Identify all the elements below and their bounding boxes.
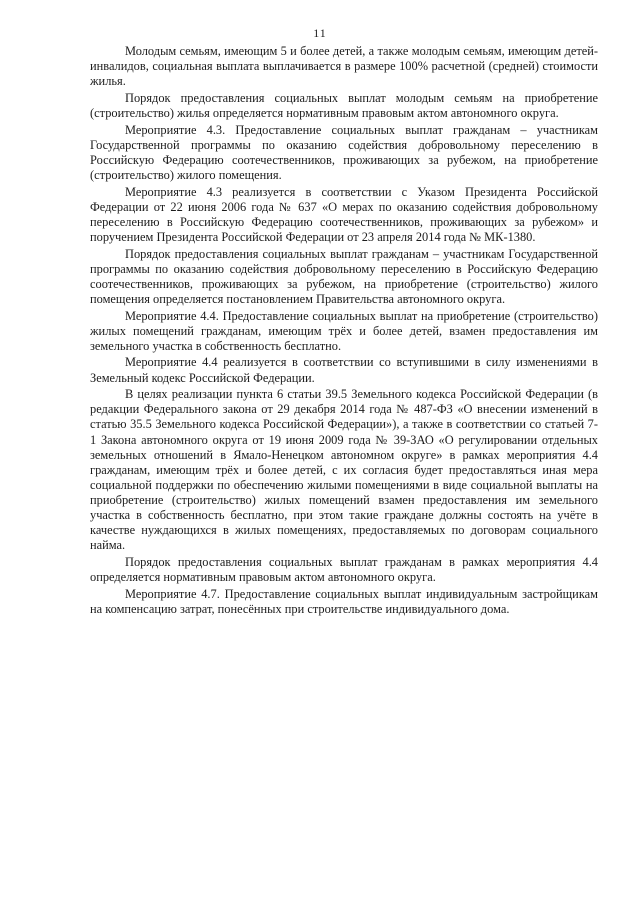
paragraph-compatriots-order: Порядок предоставления социальных выплат гражданам – участникам Государственной программы по оказанию содействия добровольному переселению в Российскую Федерацию соотечественников, проживающих за рубежом, на приобретение (строительство) жилого помещения определяется постановлением Правительства автономного округа. [90,246,598,306]
document-body [90,44,598,618]
paragraph-land-code-implementation: В целях реализации пункта 6 статьи 39.5 Земельного кодекса Российской Федерации (в редакции Федерального закона от 29 декабря 2014 года № 487-ФЗ «О внесении изменений в статью 35.5 Земельного кодекса Российской Федерации»), а также в соответствии со статьей 7-1 Закона автономного округа от 19 июня 2009 года № 39-ЗАО «О регулировании отдельных земельных отношений в Ямало-Ненецком автономном округе» в рамках мероприятия 4.4 гражданам, имеющим трёх и более детей, с их согласия будет предоставляться иная мера социальной поддержки по обеспечению жилыми помещениями в виде социальной выплаты на приобретение (строительство) жилых помещений взамен предоставления им земельного участка в собственность бесплатно, при этом такие граждане должны состоять на учёте в качестве нуждающихся в жилых помещениях, предоставляемых по договорам социального найма. [90,387,598,553]
paragraph-measure-4-4: Мероприятие 4.4. Предоставление социальных выплат на приобретение (строительство) жилых помещений гражданам, имеющим трёх и более детей, взамен предоставления им земельного участка в собственность бесплатно. [90,308,598,353]
paragraph-large-families: Молодым семьям, имеющим 5 и более детей, а также молодым семьям, имеющим детей-инвалидов, социальная выплата выплачивается в размере 100% расчетной (средней) стоимости жилья. [90,44,598,89]
paragraph-measure-4-7: Мероприятие 4.7. Предоставление социальных выплат индивидуальным застройщикам на компенсацию затрат, понесённых при строительстве индивидуального дома. [90,586,598,616]
paragraph-measure-4-3-basis: Мероприятие 4.3 реализуется в соответствии с Указом Президента Российской Федерации от 22 июня 2006 года № 637 «О мерах по оказанию содействия добровольному переселению в Российскую Федерацию соотечественников, проживающих за рубежом» и поручением Президента Российской Федерации от 23 апреля 2014 года № МК-1380. [90,184,598,244]
paragraph-measure-4-4-basis: Мероприятие 4.4 реализуется в соответствии со вступившими в силу изменениями в Земельный кодекс Российской Федерации. [90,355,598,385]
paragraph-measure-4-3: Мероприятие 4.3. Предоставление социальных выплат гражданам – участникам Государственной программы по оказанию содействия добровольному переселению в Российскую Федерацию соотечественников, проживающих за рубежом, на приобретение (строительство) жилого помещения. [90,122,598,182]
page-number: 11 [313,26,327,40]
paragraph-measure-4-4-order: Порядок предоставления социальных выплат гражданам в рамках мероприятия 4.4 определяется нормативным правовым актом автономного округа. [90,554,598,584]
paragraph-young-families-order: Порядок предоставления социальных выплат молодым семьям на приобретение (строительство) жилья определяется нормативным правовым актом автономного округа. [90,90,598,120]
